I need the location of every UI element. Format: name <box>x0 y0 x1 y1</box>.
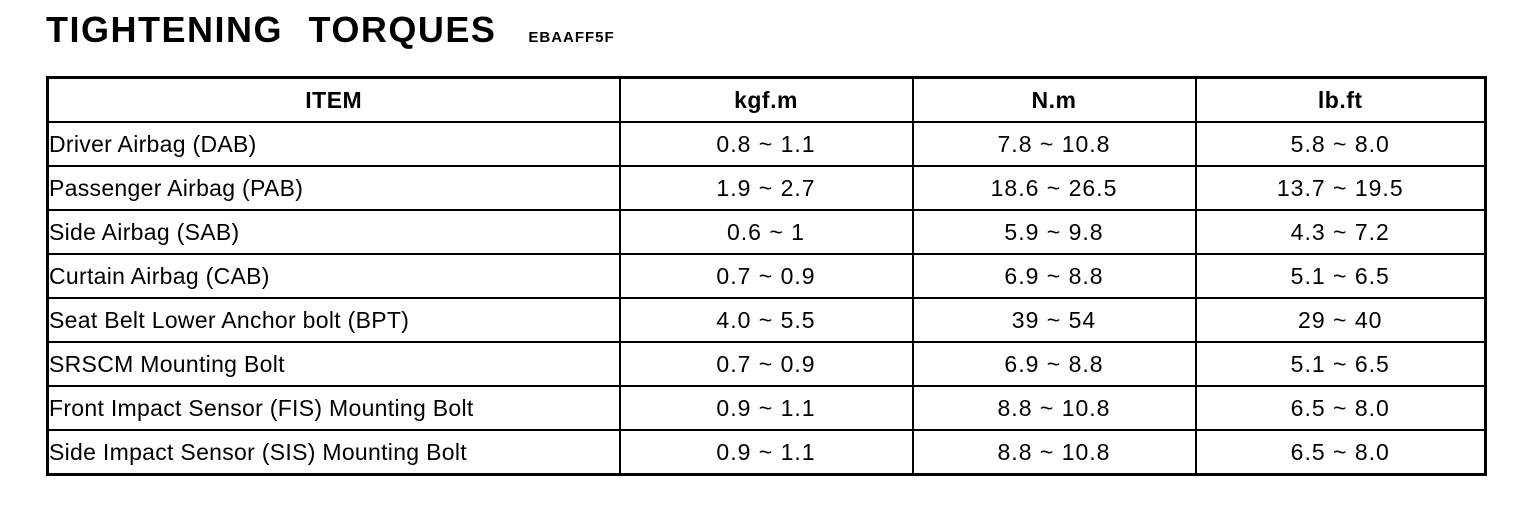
table-row <box>48 122 1486 166</box>
value-cell: 0.8 ~ 1.1 <box>620 122 913 166</box>
table-row <box>48 386 1486 430</box>
item-cell: Front Impact Sensor (FIS) Mounting Bolt <box>48 386 620 430</box>
value-cell: 4.3 ~ 7.2 <box>1196 210 1486 254</box>
value-cell: 0.9 ~ 1.1 <box>620 386 913 430</box>
col-header-item: ITEM <box>48 78 620 123</box>
value-cell: 5.1 ~ 6.5 <box>1196 254 1486 298</box>
item-cell: Side Airbag (SAB) <box>48 210 620 254</box>
table-row <box>48 254 1486 298</box>
table-row <box>48 430 1486 475</box>
value-cell: 29 ~ 40 <box>1196 298 1486 342</box>
value-cell: 6.9 ~ 8.8 <box>913 254 1196 298</box>
item-cell: Passenger Airbag (PAB) <box>48 166 620 210</box>
table-row <box>48 166 1486 210</box>
col-header-kgfm: kgf.m <box>620 78 913 123</box>
value-cell: 6.9 ~ 8.8 <box>913 342 1196 386</box>
value-cell: 0.6 ~ 1 <box>620 210 913 254</box>
value-cell: 8.8 ~ 10.8 <box>913 430 1196 475</box>
value-cell: 6.5 ~ 8.0 <box>1196 386 1486 430</box>
value-cell: 0.7 ~ 0.9 <box>620 342 913 386</box>
value-cell: 5.9 ~ 9.8 <box>913 210 1196 254</box>
table-header-row <box>48 78 1486 123</box>
item-cell: Side Impact Sensor (SIS) Mounting Bolt <box>48 430 620 475</box>
tightening-torques-table <box>46 76 1487 476</box>
item-cell: SRSCM Mounting Bolt <box>48 342 620 386</box>
value-cell: 7.8 ~ 10.8 <box>913 122 1196 166</box>
col-header-lbft: lb.ft <box>1196 78 1486 123</box>
table-row <box>48 298 1486 342</box>
value-cell: 18.6 ~ 26.5 <box>913 166 1196 210</box>
page-title: TIGHTENING TORQUES <box>46 9 497 50</box>
value-cell: 0.9 ~ 1.1 <box>620 430 913 475</box>
page-header <box>46 10 1520 60</box>
value-cell: 39 ~ 54 <box>913 298 1196 342</box>
item-cell: Driver Airbag (DAB) <box>48 122 620 166</box>
value-cell: 4.0 ~ 5.5 <box>620 298 913 342</box>
value-cell: 5.8 ~ 8.0 <box>1196 122 1486 166</box>
col-header-nm: N.m <box>913 78 1196 123</box>
table-row <box>48 210 1486 254</box>
value-cell: 8.8 ~ 10.8 <box>913 386 1196 430</box>
value-cell: 5.1 ~ 6.5 <box>1196 342 1486 386</box>
item-cell: Curtain Airbag (CAB) <box>48 254 620 298</box>
value-cell: 1.9 ~ 2.7 <box>620 166 913 210</box>
item-cell: Seat Belt Lower Anchor bolt (BPT) <box>48 298 620 342</box>
value-cell: 6.5 ~ 8.0 <box>1196 430 1486 475</box>
table-row <box>48 342 1486 386</box>
value-cell: 13.7 ~ 19.5 <box>1196 166 1486 210</box>
value-cell: 0.7 ~ 0.9 <box>620 254 913 298</box>
section-code: EBAAFF5F <box>528 29 615 46</box>
